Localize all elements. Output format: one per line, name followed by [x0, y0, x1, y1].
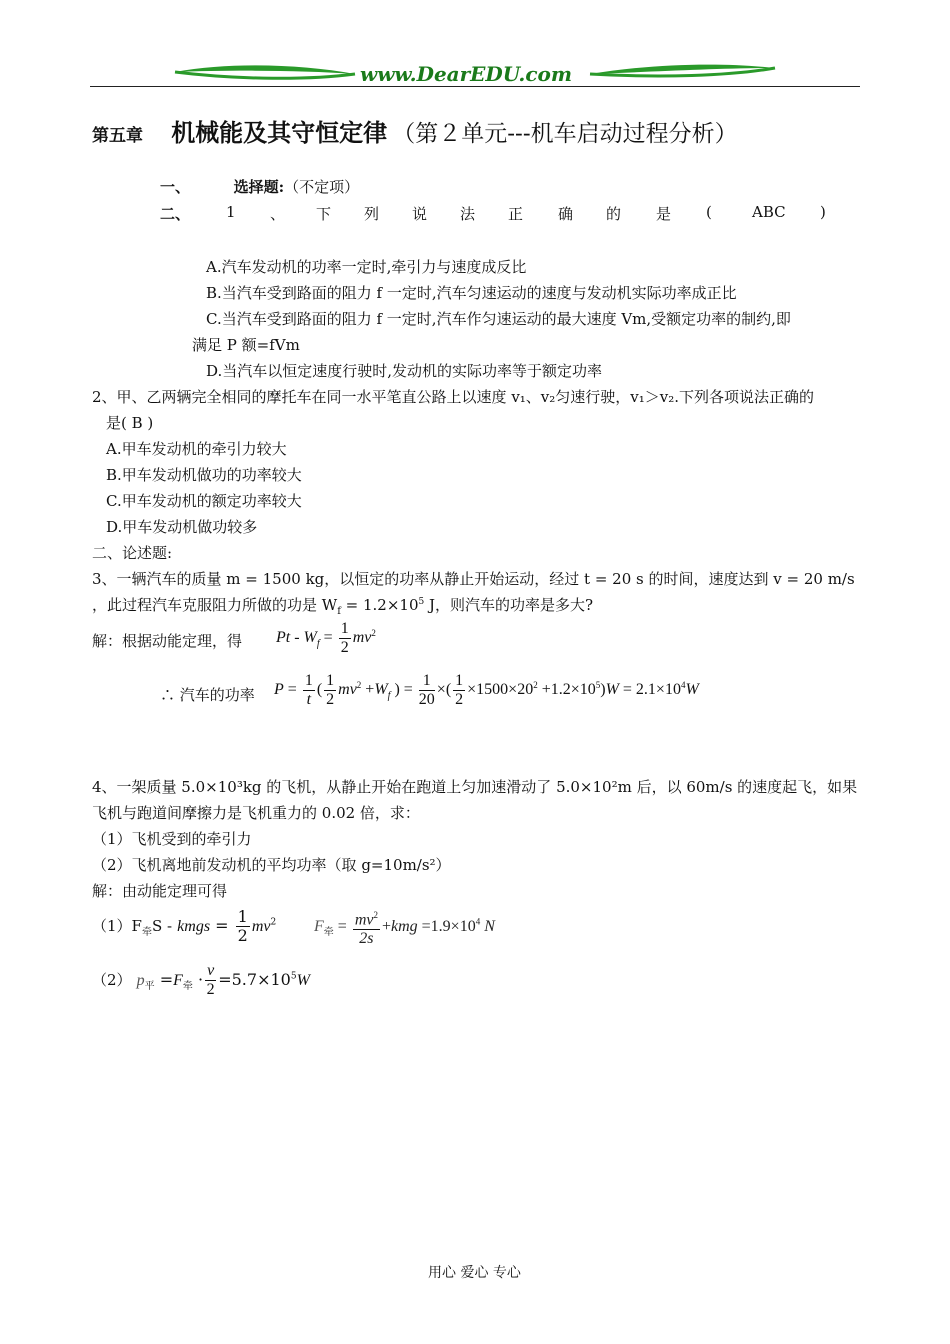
q2-stem: 2、甲、乙两辆完全相同的摩托车在同一水平笔直公路上以速度 v₁、v₂匀速行驶，v₁＞v₂.下列各项说法正确的	[92, 388, 815, 406]
q4-solution-label: 解：由动能定理可得	[92, 882, 228, 900]
title-sub: （第２单元---机车启动过程分析）	[392, 121, 738, 147]
q1-char: 说	[412, 205, 428, 223]
q3-therefore: ∴ 汽车的功率	[160, 686, 255, 704]
q4-equation-2: $F_牵$ = $\frac{mv^2}{2s}$ $+kmg =1.9\times 10^4$ N	[314, 906, 495, 948]
section-1-note: （不定项）	[284, 178, 360, 196]
q3-solution-label: 解：根据动能定理，得	[92, 632, 243, 650]
q1-option-b: B.当汽车受到路面的阻力 f 一定时,汽车匀速运动的速度与发动机实际功率成正比	[206, 284, 737, 302]
section-1-num: 一、	[160, 178, 191, 196]
header-rule	[90, 86, 860, 87]
q2-option-d: D.甲车发动机做功较多	[106, 518, 258, 536]
q1-char: 下	[316, 205, 332, 223]
q1-char: 是	[656, 205, 672, 223]
header-logo	[170, 58, 780, 88]
q1-option-c-cont: 满足 P 额=fVm	[192, 336, 300, 354]
q1-char: 确	[558, 205, 574, 223]
q3-stem: 3、一辆汽车的质量 m = 1500 kg，以恒定的功率从静止开始运动，经过 t = 20 s 的时间，速度达到 v = 20 m/s	[92, 570, 855, 588]
q1-char: (	[706, 203, 712, 221]
q4-stem: 4、一架质量 5.0×10³kg 的飞机，从静止开始在跑道上匀加速滑动了 5.0×10²m 后，以 60m/s 的速度起飞，如果	[92, 778, 858, 796]
page-title	[92, 113, 738, 148]
q4-part-2: （2）飞机离地前发动机的平均功率（取 g=10m/s²）	[92, 856, 451, 874]
q3-sub-f: f	[337, 606, 341, 617]
q4-s1-sub: 牵	[141, 927, 152, 939]
q4-part-1: （1）飞机受到的牵引力	[92, 830, 252, 848]
page-footer: 用心 爱心 专心	[428, 1265, 521, 1281]
q3-text-b: = 1.2×10	[340, 596, 419, 614]
q3-text-c: J，则汽车的功率是多大?	[424, 596, 594, 614]
section-1-label: 选择题:	[233, 178, 285, 196]
q1-char: )	[820, 203, 826, 221]
q3-stem-cont	[92, 594, 593, 617]
q1-option-d: D.当汽车以恒定速度行驶时,发动机的实际功率等于额定功率	[206, 362, 603, 380]
q4-equation-1: $(1)F_牵S$ - kmgs = $\frac{1}{2}$ $mv^2$	[92, 907, 277, 945]
q3-equation-2: P = $\frac{1}{t}$ ( $\frac{1}{2}$ $mv^2 +W_f$ ) = $\frac{1}{20}$ ×( $\frac{1}{2}$ $\times 1500\times 20^2 +1.2\times 10^5)W = 2.1\times 10^4W$	[274, 672, 699, 708]
q2-option-b: B.甲车发动机做功的功率较大	[106, 466, 302, 484]
chapter-label: 第五章	[92, 126, 143, 146]
q4-s2-label: （2）	[92, 971, 132, 989]
q2-stem-cont: 是( B )	[106, 414, 154, 432]
q1-option-a: A.汽车发动机的功率一定时,牵引力与速度成反比	[206, 258, 527, 276]
q1-option-c: C.当汽车受到路面的阻力 f 一定时,汽车作匀速运动的最大速度 Vm,受额定功率的制约,即	[206, 310, 791, 328]
q1-answer: ABC	[752, 203, 786, 221]
q1-num: 二、	[160, 205, 191, 223]
title-main: 机械能及其守恒定律	[171, 118, 388, 147]
q4-s1-tail: S -	[151, 917, 173, 935]
q3-sup: 5	[418, 597, 425, 607]
q1-char: 的	[606, 205, 622, 223]
q4-stem-cont: 飞机与跑道间摩擦力是飞机重力的 0.02 倍，求：	[92, 804, 420, 822]
logo-text: www.DearEDU.com	[360, 62, 573, 86]
q4-equation-3: （2） $p_平 =F_牵$ · $\frac{v}{2}$ $=5.7\times 10^5W$	[92, 962, 310, 998]
q3-equation-1: Pt - $W_f$ = $\frac{1}{2}$ $mv^2$	[276, 620, 376, 656]
q4-s1-label: （1）F	[92, 917, 142, 935]
q3-text-a: ，此过程汽车克服阻力所做的功是 W	[92, 596, 338, 614]
q1-char: 列	[364, 205, 380, 223]
q1-char: 1	[226, 203, 236, 221]
section-1-heading	[160, 176, 359, 197]
q1-char: 法	[460, 205, 476, 223]
q2-option-a: A.甲车发动机的牵引力较大	[106, 440, 287, 458]
q2-option-c: C.甲车发动机的额定功率较大	[106, 492, 302, 510]
section-2-heading: 二、论述题:	[92, 544, 173, 562]
q1-char: 正	[508, 205, 524, 223]
q1-char: 、	[270, 205, 286, 223]
